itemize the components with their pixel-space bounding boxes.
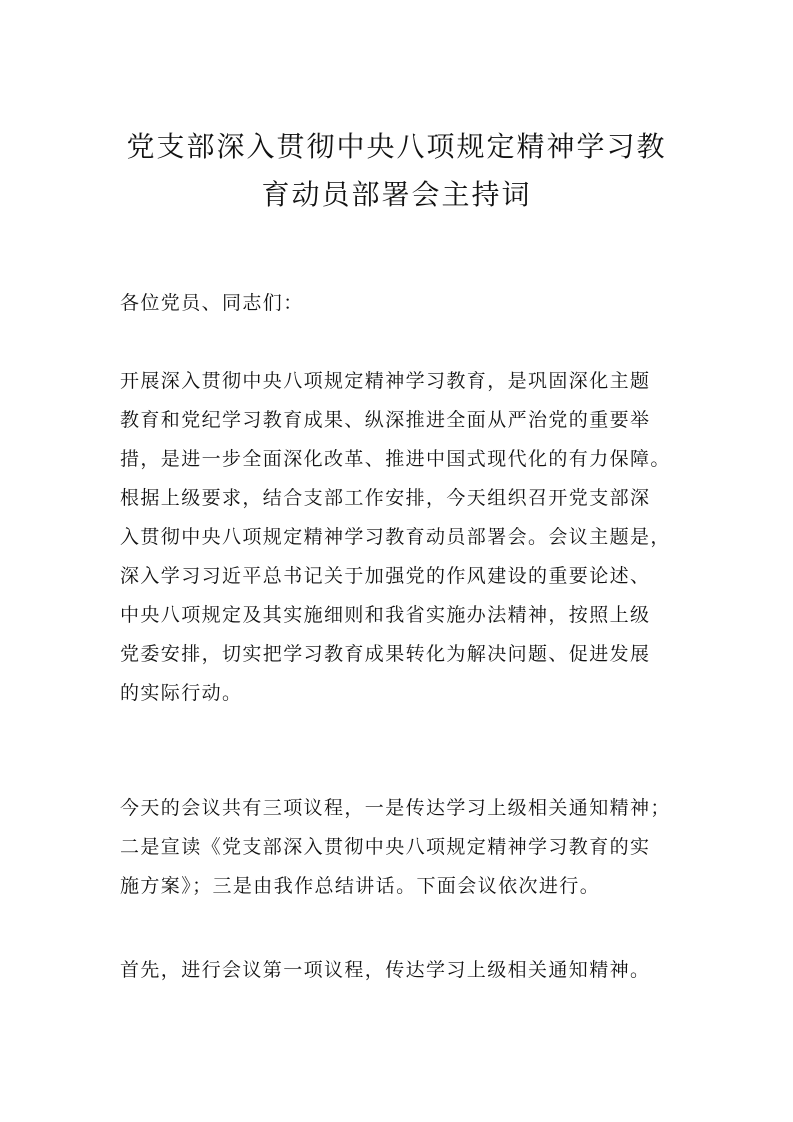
paragraph3-line: 首先，进行会议第一项议程，传达学习上级相关通知精神。 [120,959,651,981]
paragraph1-line: 措，是进一步全面深化改革、推进中国式现代化的有力保障。 [120,448,671,470]
paragraph1-line: 教育和党纪学习教育成果、纵深推进全面从严治党的重要举 [120,409,651,431]
paragraph1-line: 入贯彻中央八项规定精神学习教育动员部署会。会议主题是， [120,526,671,548]
document-title-line-1: 党支部深入贯彻中央八项规定精神学习教 [126,130,667,163]
document-title-line-2: 育动员部署会主持词 [261,178,532,211]
paragraph2-line: 施方案》；三是由我作总结讲话。下面会议依次进行。 [120,875,601,897]
greeting: 各位党员、同志们： [120,292,304,314]
paragraph2-line: 二是宣读《党支部深入贯彻中央八项规定精神学习教育的实 [120,836,651,858]
paragraph1-line: 深入学习习近平总书记关于加强党的作风建设的重要论述、 [120,565,651,587]
paragraph1-line: 党委安排，切实把学习教育成果转化为解决问题、促进发展 [120,643,651,665]
paragraph1-line: 开展深入贯彻中央八项规定精神学习教育，是巩固深化主题 [120,370,651,392]
paragraph1-line: 的实际行动。 [120,682,243,704]
paragraph1-line: 根据上级要求，结合支部工作安排，今天组织召开党支部深 [120,487,651,509]
paragraph1-line: 中央八项规定及其实施细则和我省实施办法精神，按照上级 [120,604,651,626]
paragraph2-line: 今天的会议共有三项议程，一是传达学习上级相关通知精神； [120,797,671,819]
